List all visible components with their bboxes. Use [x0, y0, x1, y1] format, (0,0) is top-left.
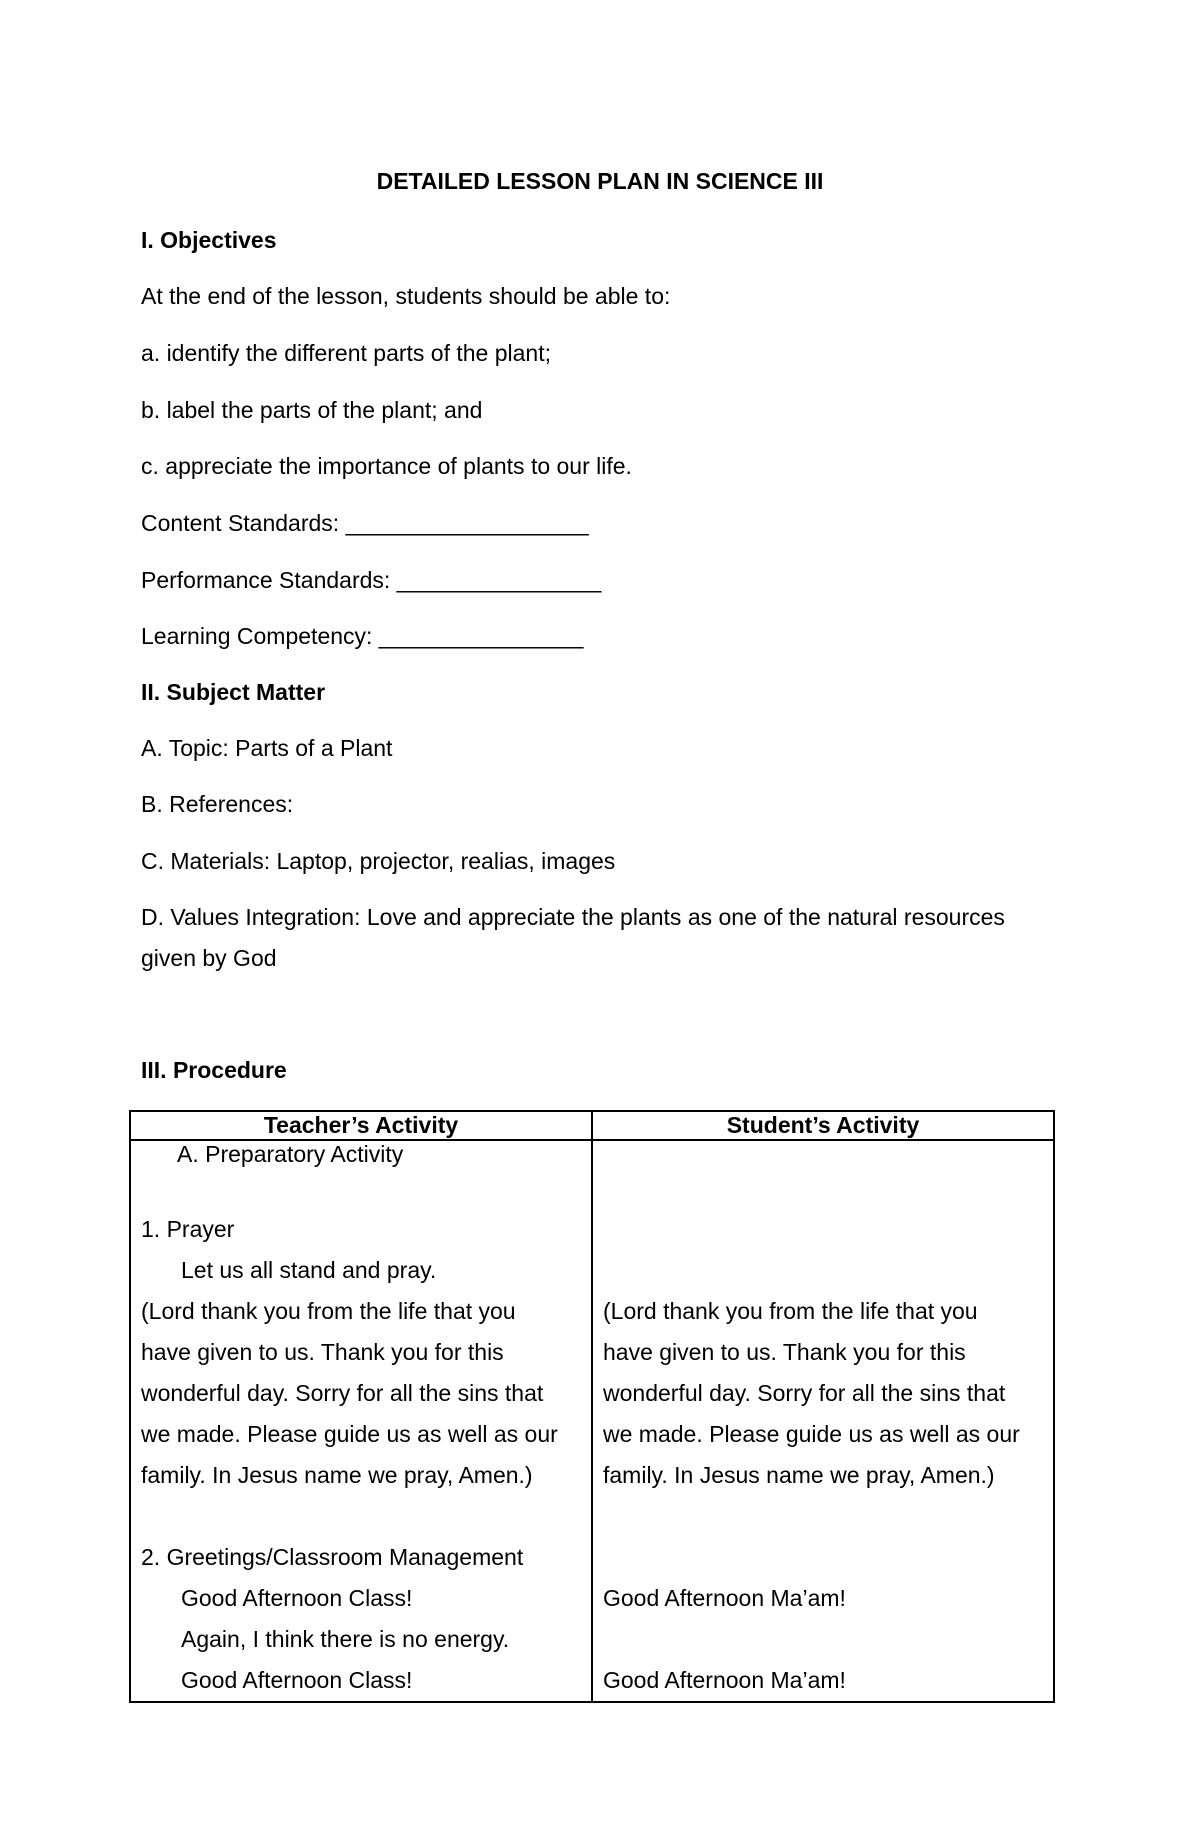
preparatory-activity: A. Preparatory Activity: [177, 1141, 404, 1167]
content-standards: Content Standards: ___________________: [141, 510, 589, 536]
objective-item-a: a. identify the different parts of the plant;: [141, 340, 552, 366]
student-greeting-2: Good Afternoon Ma’am!: [603, 1667, 846, 1693]
procedure-table: [129, 1110, 1055, 1703]
procedure-heading: III. Procedure: [141, 1057, 287, 1083]
student-activity-header: Student’s Activity: [592, 1111, 1054, 1140]
subject-materials: C. Materials: Laptop, projector, realias, images: [141, 848, 616, 874]
learning-competency: Learning Competency: ________________: [141, 623, 584, 649]
teacher-prayer-line: family. In Jesus name we pray, Amen.): [141, 1462, 533, 1488]
teacher-activity-header: Teacher’s Activity: [130, 1111, 592, 1140]
student-prayer-line: we made. Please guide us as well as our: [603, 1421, 1020, 1447]
subject-matter-heading: II. Subject Matter: [141, 679, 326, 705]
objective-item-b: b. label the parts of the plant; and: [141, 397, 483, 423]
student-activity-cell: [592, 1140, 1054, 1702]
teacher-prayer-line: we made. Please guide us as well as our: [141, 1421, 558, 1447]
teacher-prayer-line: wonderful day. Sorry for all the sins that: [141, 1380, 544, 1406]
student-prayer-line: (Lord thank you from the life that you: [603, 1298, 978, 1324]
student-prayer-line: wonderful day. Sorry for all the sins that: [603, 1380, 1006, 1406]
student-greeting-1: Good Afternoon Ma’am!: [603, 1585, 846, 1611]
table-header-row: [130, 1111, 1054, 1140]
greetings-heading: 2. Greetings/Classroom Management: [141, 1544, 524, 1570]
prayer-heading: 1. Prayer: [141, 1216, 235, 1242]
objectives-intro: At the end of the lesson, students should be able to:: [141, 283, 671, 309]
subject-values-integration: D. Values Integration: Love and appreciate the plants as one of the natural resources given by God: [141, 904, 1005, 971]
teacher-activity-cell: [130, 1140, 592, 1702]
performance-standards: Performance Standards: ________________: [141, 567, 602, 593]
student-prayer-line: family. In Jesus name we pray, Amen.): [603, 1462, 995, 1488]
page-title: DETAILED LESSON PLAN IN SCIENCE III: [376, 168, 824, 194]
objective-item-c: c. appreciate the importance of plants to our life.: [141, 453, 632, 479]
student-prayer-line: have given to us. Thank you for this: [603, 1339, 966, 1365]
teacher-greeting-1: Good Afternoon Class!: [181, 1585, 413, 1611]
teacher-prayer-line: (Lord thank you from the life that you: [141, 1298, 516, 1324]
teacher-greeting-2: Good Afternoon Class!: [181, 1667, 413, 1693]
table-row: [130, 1140, 1054, 1702]
energy-note: Again, I think there is no energy.: [181, 1626, 510, 1652]
prayer-instruction: Let us all stand and pray.: [181, 1257, 437, 1283]
subject-topic: A. Topic: Parts of a Plant: [141, 735, 393, 761]
teacher-prayer-line: have given to us. Thank you for this: [141, 1339, 504, 1365]
objectives-heading: I. Objectives: [141, 227, 277, 253]
subject-references: B. References:: [141, 791, 294, 817]
